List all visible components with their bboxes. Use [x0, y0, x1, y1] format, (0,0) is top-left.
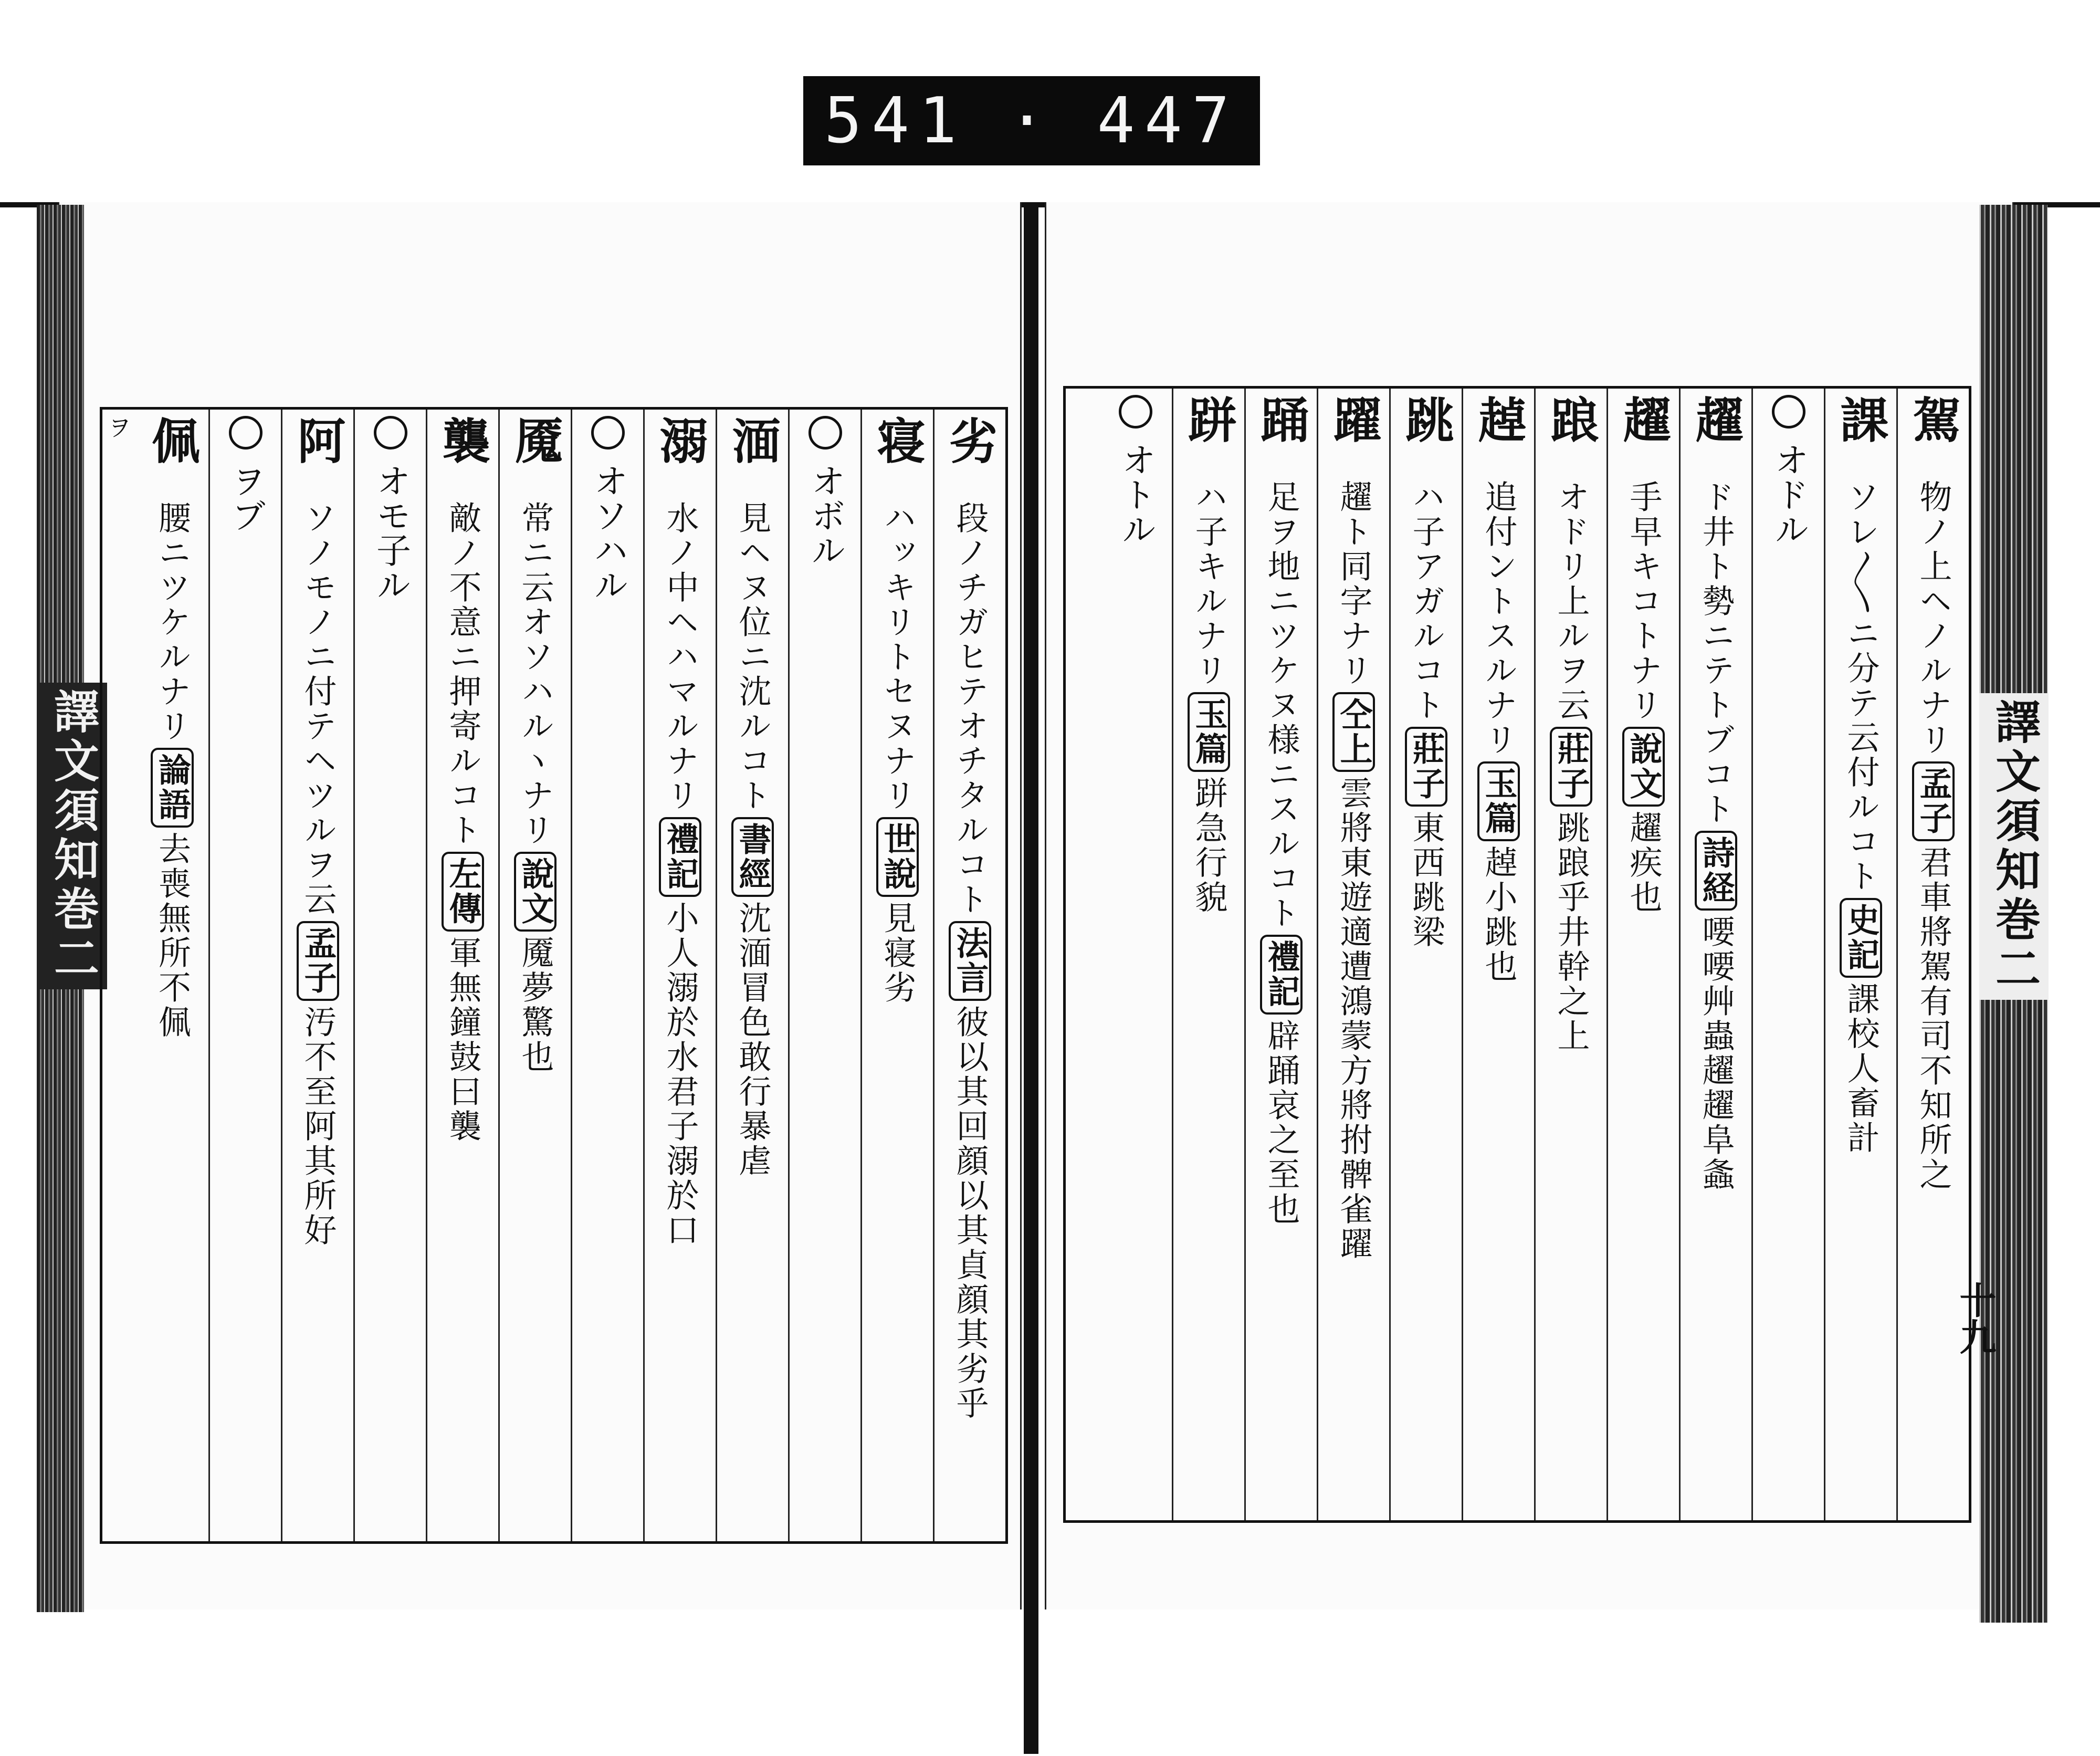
left-col-5	[643, 410, 716, 1541]
definition	[1695, 480, 1737, 1192]
right-col-2	[1824, 389, 1896, 1520]
quotation: 君車將駕有司不知所之	[1914, 845, 1953, 1192]
source-box: 莊子	[1405, 727, 1447, 807]
source-box: 論語	[151, 748, 193, 828]
quotation: 小人溺於水君子溺於口	[661, 901, 700, 1248]
left-col-1	[933, 410, 1005, 1541]
source-box: 說文	[514, 852, 556, 932]
headword: 躍	[1325, 395, 1382, 443]
right-col-5	[1606, 389, 1679, 1520]
left-section-osoharu	[571, 410, 643, 1541]
headword: 襲	[434, 416, 491, 464]
source-box: 史記	[1840, 898, 1882, 978]
headword: 踉	[1542, 395, 1600, 443]
circle-marker-icon	[808, 416, 842, 450]
section-heading: ヲブ	[225, 463, 266, 532]
source-box: 左傳	[442, 852, 484, 932]
source-box: 仝上	[1332, 692, 1375, 772]
quotation: 課校人畜計	[1842, 982, 1881, 1155]
definition	[1188, 480, 1230, 915]
circle-marker-icon	[1119, 395, 1152, 428]
definition	[1405, 480, 1447, 949]
gloss: ソレ〳〵ニ分テ云付ルコト	[1842, 480, 1881, 894]
quotation: 雲將東遊適遭鴻蒙方將拊髀雀躍	[1335, 776, 1373, 1261]
definition	[514, 501, 556, 1074]
left-col-7	[498, 410, 571, 1541]
gloss: 段ノチガヒテオチタルコト	[951, 501, 990, 917]
gloss: 足ヲ地ニツケヌ様ニスルコト	[1262, 480, 1301, 931]
circle-marker-icon	[1772, 395, 1805, 428]
headword: 跰	[1180, 395, 1237, 443]
section-heading: オソハル	[587, 463, 628, 602]
source-box: 莊子	[1550, 727, 1592, 807]
definition	[1550, 480, 1592, 1053]
definition	[731, 501, 774, 1178]
gloss: ハ子アガルコト	[1407, 480, 1446, 723]
definition	[1840, 480, 1882, 1155]
headword: 劣	[941, 416, 999, 464]
headword: 寝	[869, 416, 926, 464]
right-col-4	[1679, 389, 1751, 1520]
headword: 湎	[724, 416, 781, 464]
circle-marker-icon	[374, 416, 407, 450]
quotation: 見寝劣	[878, 901, 917, 1005]
right-col-6	[1534, 389, 1606, 1520]
archive-label-left: 541	[824, 84, 967, 158]
left-text-frame	[100, 407, 1008, 1544]
headword: 踊	[1253, 395, 1310, 443]
gloss: ハ子キルナリ	[1190, 480, 1228, 688]
gloss: 手早キコトナリ	[1624, 480, 1663, 723]
definition	[1260, 480, 1303, 1227]
right-margin-title: 譯文須知巻二	[1979, 693, 2049, 1000]
gloss: 追付ントスルナリ	[1479, 480, 1518, 757]
definition	[1332, 480, 1375, 1261]
gloss: 趯ト同字ナリ	[1335, 480, 1373, 688]
definition	[659, 501, 701, 1248]
left-margin-kana: ヲ	[104, 415, 132, 439]
right-section-otoru	[1099, 389, 1172, 1520]
headword: 跳	[1398, 395, 1455, 443]
gloss: ソノモノニ付テヘツルヲ云	[299, 501, 338, 917]
quotation: 東西跳梁	[1407, 811, 1446, 949]
circle-marker-icon	[229, 416, 262, 450]
quotation: 辟踊哀之至也	[1262, 1019, 1301, 1227]
left-section-oboru	[788, 410, 860, 1541]
left-section-obu	[208, 410, 281, 1541]
folio-number: 十九	[1954, 1281, 1997, 1355]
right-section-odoru	[1751, 389, 1824, 1520]
headword: 趯	[1615, 395, 1672, 443]
source-box: 書經	[731, 817, 774, 897]
book-spine	[1024, 205, 1038, 1754]
gloss: 腰ニツケルナリ	[153, 501, 192, 744]
section-heading: オドル	[1768, 442, 1809, 546]
right-col-9	[1317, 389, 1389, 1520]
quotation: 汚不至阿其所好	[299, 1005, 338, 1248]
headword: 佩	[144, 416, 201, 464]
circle-marker-icon	[591, 416, 625, 450]
definition	[297, 501, 339, 1248]
left-col-10	[281, 410, 353, 1541]
left-col-4	[716, 410, 788, 1541]
headword: 趯	[1687, 395, 1745, 443]
right-col-10	[1244, 389, 1317, 1520]
source-box: 玉篇	[1188, 692, 1230, 772]
headword: 駕	[1905, 395, 1962, 443]
right-col-11	[1172, 389, 1244, 1520]
right-text-frame	[1063, 386, 1971, 1523]
left-col-2	[860, 410, 933, 1541]
source-box: 玉篇	[1477, 761, 1520, 841]
source-box: 禮記	[659, 817, 701, 897]
quotation: 彼以其回顔以其貞顔其劣乎	[951, 1005, 990, 1421]
right-col-1	[1896, 389, 1969, 1520]
archive-label	[803, 76, 1260, 165]
gloss: 常ニ云オソハルヽナリ	[516, 501, 555, 848]
source-box: 孟子	[297, 921, 339, 1001]
gloss: ド井ト勢ニテトブコト	[1697, 480, 1736, 827]
quotation: 趯疾也	[1624, 811, 1663, 915]
left-col-8	[426, 410, 498, 1541]
definition	[1912, 480, 1955, 1192]
quotation: 跰急行貌	[1190, 776, 1228, 915]
section-heading: オボル	[805, 463, 846, 567]
quotation: 趠小跳也	[1479, 845, 1518, 984]
gloss: 見ヘヌ位ニ沈ルコト	[733, 501, 772, 813]
left-section-omoneru	[353, 410, 426, 1541]
source-box: 詩経	[1695, 831, 1737, 911]
quotation: 軍無鐘鼓曰襲	[444, 936, 482, 1144]
quotation: 去喪無所不佩	[153, 832, 192, 1040]
headword: 趠	[1470, 395, 1527, 443]
headword: 魇	[507, 416, 564, 464]
headword: 阿	[289, 416, 346, 464]
headword: 溺	[652, 416, 709, 464]
gloss: 物ノ上ヘノルナリ	[1914, 480, 1953, 757]
source-box: 世說	[876, 817, 919, 897]
definition	[1477, 480, 1520, 984]
quotation: 跳踉乎井幹之上	[1552, 811, 1591, 1053]
definition	[949, 501, 991, 1421]
quotation: 沈湎冒色敢行暴虐	[733, 901, 772, 1178]
section-heading: オトル	[1116, 442, 1156, 546]
quotation: 魇夢驚也	[516, 936, 555, 1074]
source-box: 孟子	[1912, 761, 1955, 841]
section-heading: オモ子ル	[370, 463, 411, 602]
definition	[151, 501, 193, 1040]
source-box: 法言	[949, 921, 991, 1001]
gloss: オドリ上ルヲ云	[1552, 480, 1591, 723]
definition	[876, 501, 919, 1005]
gloss: ハッキリトセヌナリ	[878, 501, 917, 813]
definition	[442, 501, 484, 1144]
definition	[1622, 480, 1665, 915]
archive-label-right: 447	[1097, 84, 1240, 158]
source-box: 禮記	[1260, 935, 1303, 1015]
quotation: 喓喓艸蟲趯趯阜螽	[1697, 915, 1736, 1192]
right-col-7	[1462, 389, 1534, 1520]
headword: 課	[1832, 395, 1889, 443]
source-box: 說文	[1622, 727, 1665, 807]
gloss: 水ノ中ヘハマルナリ	[661, 501, 700, 813]
gloss: 敵ノ不意ニ押寄ルコト	[444, 501, 482, 848]
right-col-8	[1389, 389, 1462, 1520]
left-margin-title: 譯文須知巻二	[38, 683, 107, 989]
archive-label-dot: ·	[1007, 84, 1056, 158]
left-col-12	[136, 410, 208, 1541]
